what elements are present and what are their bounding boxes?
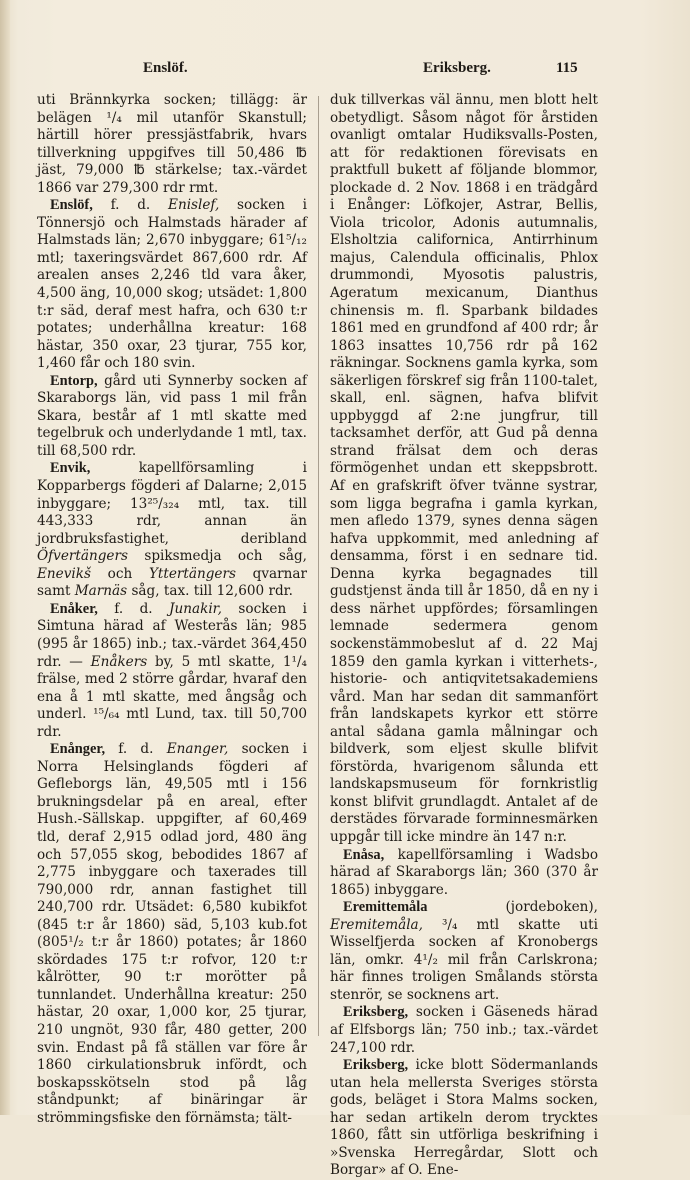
text: f. d. [97,600,170,617]
entry-continuation [330,92,598,847]
entry-eriksberg-2 [330,1057,598,1180]
text: f. d. [105,741,167,758]
text: socken i Gäseneds härad af Elfsborgs län; 750 inb.; tax.-värdet 247,100 rdr. [330,1004,598,1056]
page-number: 115 [556,60,578,76]
headword: Envik, [50,460,91,477]
italic-text: Junakir, [169,600,222,617]
text: icke blott Södermanlands utan hela mellersta Sveriges största gods, beläget i Stora Malms socken, har sedan artikeln derom trycktes 1860, fått sin utförliga beskrifning i »Svenska Herregårdar, Slott och Borgar» af O. Ene- [330,1057,598,1179]
header-left-word: Enslöf. [143,60,188,76]
column-divider [318,96,319,1036]
entry-enaker [37,601,307,741]
italic-text: Enanger, [166,741,229,758]
left-column [37,92,307,1127]
text: f. d. [92,197,169,214]
right-column [330,92,598,1180]
header-right-word: Eriksberg. [423,60,491,76]
italic-text: Öfvertängers [37,548,128,565]
entry-continuation [37,92,307,197]
italic-text: Enåkers [90,653,148,670]
text: qvarnar samt [37,565,307,600]
italic-text: Eremitemåla, [330,916,423,933]
italic-text: Enevikš [37,565,91,582]
entry-eremittemala [330,899,598,1004]
entry-enanger [37,741,307,1127]
headword: Eremittemåla [343,899,428,916]
text: och [90,565,149,582]
italic-text: Enislef, [168,197,220,214]
headword: Entorp, [50,372,98,389]
text: by, 5 mtl skatte, 1¹/₄ frälse, med 2 större gårdar, hvaraf den ena å 1 mtl skatte, med ångsåg och underl. ¹⁵/₆₄ mtl Lund, tax. till 50,700 rdr. [37,653,308,740]
running-header [0,60,690,84]
headword: Enslöf, [50,197,93,214]
text: duk tillverkas väl ännu, men blott helt obetydligt. Såsom något för årstiden ovanligt omtalar Hudiksvalls-Posten, att för redaktionen förevisats en praktfull bukett af följande blommor, plockade d. 2 Nov. 1868 i en trädgård i Enånger: Löfkojer, Astrar, Bellis, Viola tricolor, Adonis autumnalis, Elsholtzia californica, Antirrhinum majus, Calendula officinalis, Phlox drummondi, Myosotis palustris, Ageratum mexicanum, Dianthus chinensis m. fl. Sparbank bildades 1861 med en grundfond af 400 rdr; år 1863 insattes 10,756 rdr på 162 räkningar. Socknens gamla kyrka, som säkerligen förskref sig från 1100-talet, skall, enl. sägnen, hafva blifvit uppbyggd af 2:ne jungfrur, till tacksamhet derför, att Gud på denna strand frälsat dem och deras förmögenhet undan ett skeppsbrott. Af en grafskrift öfver tvänne systrar, som ligga begrafna i gamla kyrkan, men afledo 1379, synes denna sägen hafva uppkommit, med anledning af densamma, först i en sednare tid. Denna kyrka begagnades till gudstjenst ända till år 1850, då en ny i dess närhet uppfördes; församlingen lemnade sedermera genom sockenstämmobeslut af d. 22 Maj 1859 den gamla kyrkan i vitterhets-, historie- och antiqvitetsakademiens vård. Man har sedan dit sammanfört från landskapets kyrkor ett större antal sådana gamla målningar och bildverk, som eljest skulle blifvit förstörda, hvarigenom sålunda ett landskapsmuseum för fornkristlig konst blifvit grundlagdt. Antalet af de derstädes förvarade forminnesmärken uppgår till icke mindre än 147 n:r. [330,92,598,845]
entry-envik [37,460,307,600]
text: såg, tax. till 12,600 rdr. [127,583,293,600]
text: uti Brännkyrka socken; tillägg: är belägen ¹/₄ mil utanför Skanstull; härtill hörer pressjästfabrik, hvars tillverkning uppgifves till 50,486 ℔ jäst, 79,000 ℔ stärkelse; tax.-värdet 1866 var 279,300 rdr rmt. [37,92,307,196]
headword: Enånger, [50,741,106,758]
text: ³/₄ mtl skatte uti Wisselfjerda socken af Kronobergs län, omkr. 4¹/₂ mil från Carlskrona; här finnes troligen Smålands största stenrör, se socknens art. [330,916,598,1003]
text: (jordeboken), [427,899,598,916]
headword: Enåsa, [343,846,385,863]
text: socken i Norra Helsinglands fögderi af Gefleborgs län, 49,505 mtl i 156 brukningsdelar på en areal, efter Hush.-Sällskap. uppgifter, af 60,469 tld, deraf 2,915 odlad jord, 480 äng och 57,055 skog, bebodides 1867 af 2,775 inbyggare och taxerades till 790,000 rdr, annan fastighet till 240,700 rdr. Utsädet: 6,580 kubikfot (845 t:r år 1860) säd, 5,103 kub.fot (805¹/₂ t:r år 1860) potates; år 1860 skördades 175 t:r rofvor, 120 t:r kålrötter, 90 t:r morötter på tunnlandet. Underhållna kreatur: 250 hästar, 20 oxar, 1,000 kor, 25 tjurar, 210 ungnöt, 930 får, 480 getter, 200 svin. Endast på få ställen var före år 1860 cirkulationsbruk infördt, och boskapsskötseln stod på låg ståndpunkt; af binäringar är strömmingsfiske den förnämsta; tält- [37,741,307,1126]
headword: Eriksberg, [343,1057,409,1074]
page-spine-shadow [0,0,10,1115]
text: socken i Simtuna härad af Westerås län; 985 (995 år 1865) inb.; tax.-värdet 364,450 rdr. — [37,600,307,670]
text: socken i Tönnersjö och Halmstads härader af Halmstads län; 2,670 inbyggare; 61⁵/₁₂ mtl; taxeringsvärdet 867,600 rdr. Af arealen anses 2,246 tld vara åker, 4,500 äng, 10,000 skog; utsädet: 1,800 t:r säd, deraf mest hafra, och 630 t:r potates; underhållna kreatur: 168 hästar, 350 oxar, 23 tjurar, 755 kor, 1,460 får och 180 svin. [37,197,307,372]
text: gård uti Synnerby socken af Skaraborgs län, vid pass 1 mil från Skara, består af 1 mtl skatte med tegelbruk och underlydande 1 mtl, tax. till 68,500 rdr. [37,372,307,459]
entry-entorp [37,373,307,461]
text: kapellförsamling i Wadsbo härad af Skaraborgs län; 360 (370 år 1865) inbyggare. [330,846,598,898]
entry-enasa [330,847,598,900]
italic-text: Marnäs [74,583,128,600]
text: spiksmedja och såg, [127,548,307,565]
headword: Eriksberg, [343,1004,409,1021]
entry-eriksberg-1 [330,1004,598,1057]
italic-text: Yttertängers [148,565,236,582]
text: kapellförsamling i Kopparbergs fögderi af Dalarne; 2,015 inbyggare; 13²⁵/₃₂₄ mtl, tax. till 443,333 rdr, annan än jordbruksfastighet, deribland [37,460,307,547]
headword: Enåker, [50,600,98,617]
entry-enslof [37,197,307,372]
